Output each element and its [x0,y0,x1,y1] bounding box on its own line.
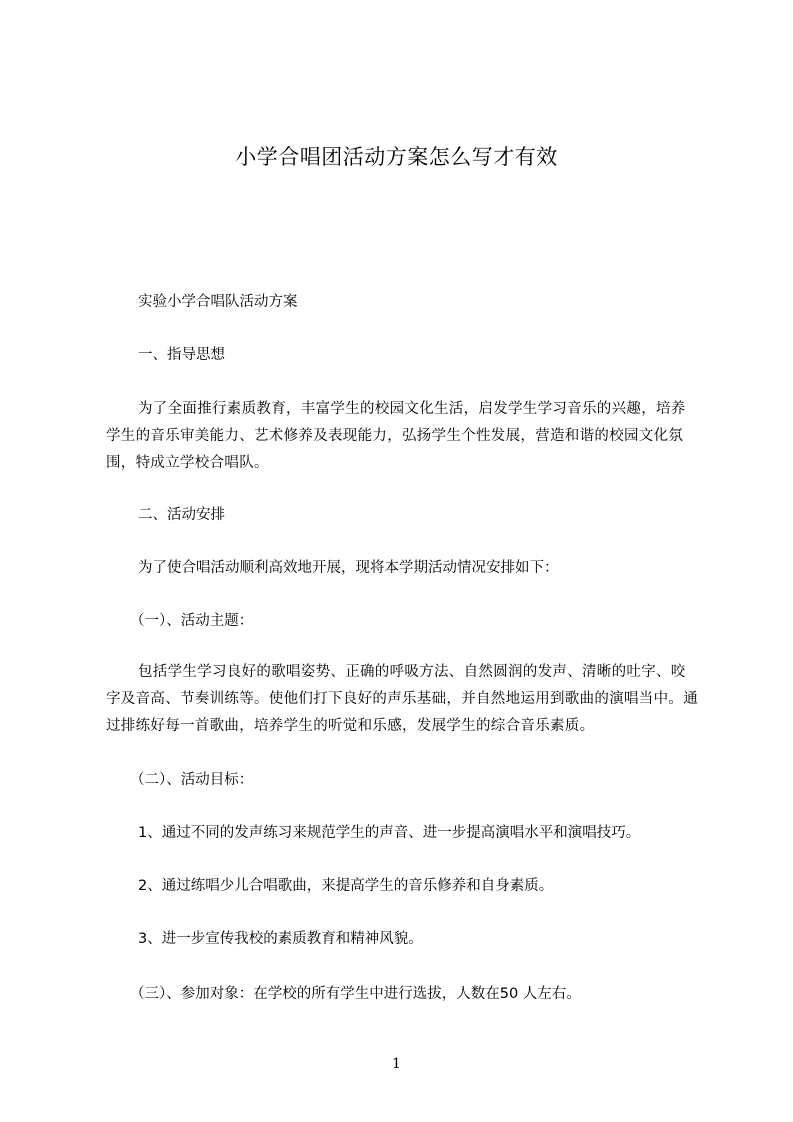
section1-paragraph [106,396,698,477]
goal-item-1: 1、通过不同的发声练习来规范学生的声音、进一步提高演唱水平和演唱技巧。 [138,825,641,841]
page-number: 1 [392,1056,401,1072]
document-subtitle: 实验小学合唱队活动方案 [138,294,298,310]
section2-intro: 为了使合唱活动顺利高效地开展，现将本学期活动情况安排如下： [138,560,559,576]
theme-text: 包括学生学习良好的歌唱姿势、正确的呼吸方法、自然圆润的发声、清晰的吐字、咬字及音高、节奏训练等。使他们打下良好的声乐基础，并自然地运用到歌曲的演唱当中。通过排练好每一首歌曲，培养学生的听觉和乐感，发展学生的综合音乐素质。 [106,664,698,734]
document-title: 小学合唱团活动方案怎么写才有效 [235,145,558,169]
theme-heading: （一）、活动主题： [130,613,254,629]
section2-heading: 二、活动安排 [138,507,225,523]
section1-text: 为了全面推行素质教育，丰富学生的校园文化生活，启发学生学习音乐的兴趣，培养学生的音乐审美能力、艺术修养及表现能力，弘扬学生个性发展，营造和谐的校园文化氛围，特成立学校合唱队。 [106,401,686,471]
goals-heading: （二）、活动目标： [130,772,254,788]
section1-heading: 一、指导思想 [138,347,225,363]
theme-paragraph [106,659,698,740]
goal-item-2: 2、通过练唱少儿合唱歌曲，来提高学生的音乐修养和自身素质。 [138,878,554,894]
goal-item-3: 3、进一步宣传我校的素质教育和精神风貌。 [138,931,423,947]
participants-line: （三）、参加对象：在学校的所有学生中进行选拔，人数在50 人左右。 [130,986,581,1002]
